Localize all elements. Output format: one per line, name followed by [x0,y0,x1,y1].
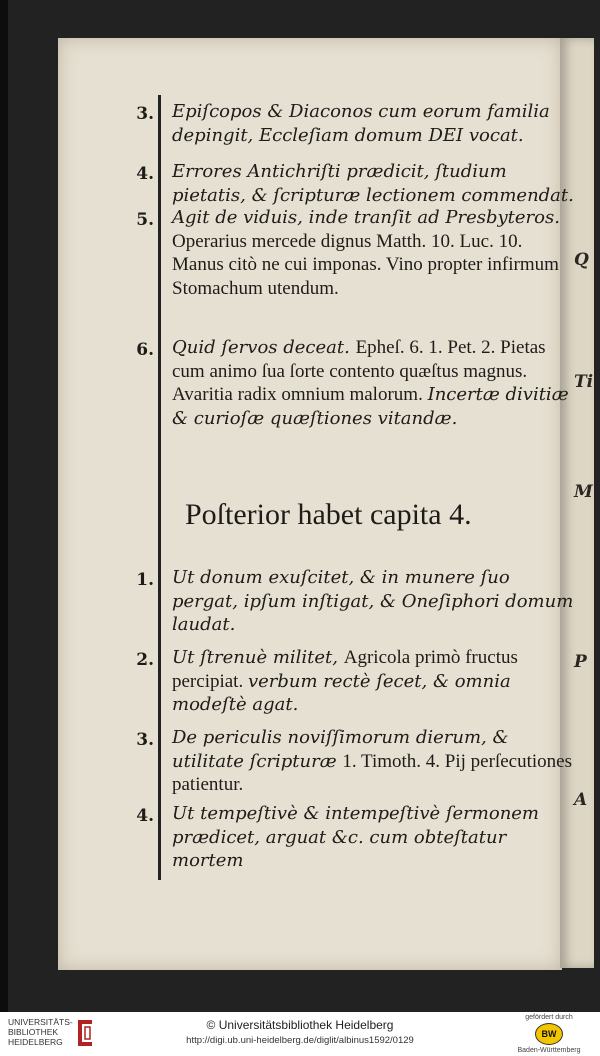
roman-text: 1. Timoth. 4. Pij perſecutiones patientur. [172,750,572,795]
entry-text [172,206,576,300]
facing-page-fragment: P [574,652,587,672]
italic-text: Ut tempeſtivè & intempeſtivè ſermonem prædicet, arguat &c. cum obteſtatur mortem [172,803,540,871]
entry-number: 3. [136,730,154,750]
italic-text: Epiſcopos & Diaconos cum eorum familia depingit, Eccleſiam domum DEI vocat. [172,101,550,146]
roman-text: Epheſ. 6. 1. Pet. 2. Pietas cum animo ſua ſorte contento quæſtus magnus. Avaritia radix omnium malorum. [172,337,546,405]
italic-text: Ut donum exuſcitet, & in munere ſuo pergat, ipſum inſtigat, & Oneſiphori domum laudat. [172,567,574,635]
book-cover-edge [0,0,8,1012]
section-heading: Poſterior habet capita 4. [185,498,472,531]
roman-text: Agricola primò fructus percipiat. [172,647,518,692]
entry-number: 3. [136,104,154,124]
entry-text [172,646,576,717]
italic-text: Incertæ divitiæ & curioſæ quæſtiones vitandæ. [172,384,569,429]
margin-rule [158,95,161,880]
italic-text: Quid ſervos deceat. [172,337,356,358]
source-url[interactable]: http://digi.ub.uni-heidelberg.de/diglit/albinus1592/0129 [186,1035,414,1046]
roman-text: Operarius mercede dignus Matth. 10. Luc. 10. Manus citò ne cui imponas. Vino propter infirmum Stomachum utendum. [172,230,559,299]
entry-number: 1. [136,570,154,590]
funder-name: Baden-Württemberg [517,1047,581,1054]
entry-text [172,100,576,147]
italic-text: Agit de viduis, inde tranſit ad Presbyteros. [172,207,560,228]
entry-number: 6. [136,340,154,360]
facing-page-fragment: Ti [574,372,594,392]
library-name: UNIVERSITÄTS- BIBLIOTHEK HEIDELBERG [8,1017,73,1047]
funder-block [504,1014,594,1054]
footer-bar [0,1012,600,1056]
facing-page-fragment: A [574,790,588,810]
entry-number: 4. [136,164,154,184]
entry-text [172,336,576,430]
entry-text [172,726,576,797]
entry-text [172,566,576,637]
italic-text: De periculis noviſſimorum dierum, & utilitate ſcripturæ [172,727,509,772]
facing-page-fragment: M [574,482,593,502]
facing-page-fragment: Q [574,250,589,270]
entry-number: 2. [136,650,154,670]
funded-by-label: gefördert durch [525,1014,573,1021]
entry-number: 5. [136,210,154,230]
copyright-text: © Universitätsbibliothek Heidelberg [206,1018,394,1032]
italic-text: Ut ſtrenuè militet, [172,647,344,668]
funder-seal-icon: BW [535,1023,563,1045]
entry-text [172,160,576,207]
italic-text: verbum rectè ſecet, & omnia modeſtè agat. [172,670,511,715]
italic-text: Errores Antichriſti prædicit, ſtudium pietatis, & ſcripturæ lectionem commendat. [172,161,574,206]
entry-number: 4. [136,806,154,826]
entry-text [172,802,576,873]
